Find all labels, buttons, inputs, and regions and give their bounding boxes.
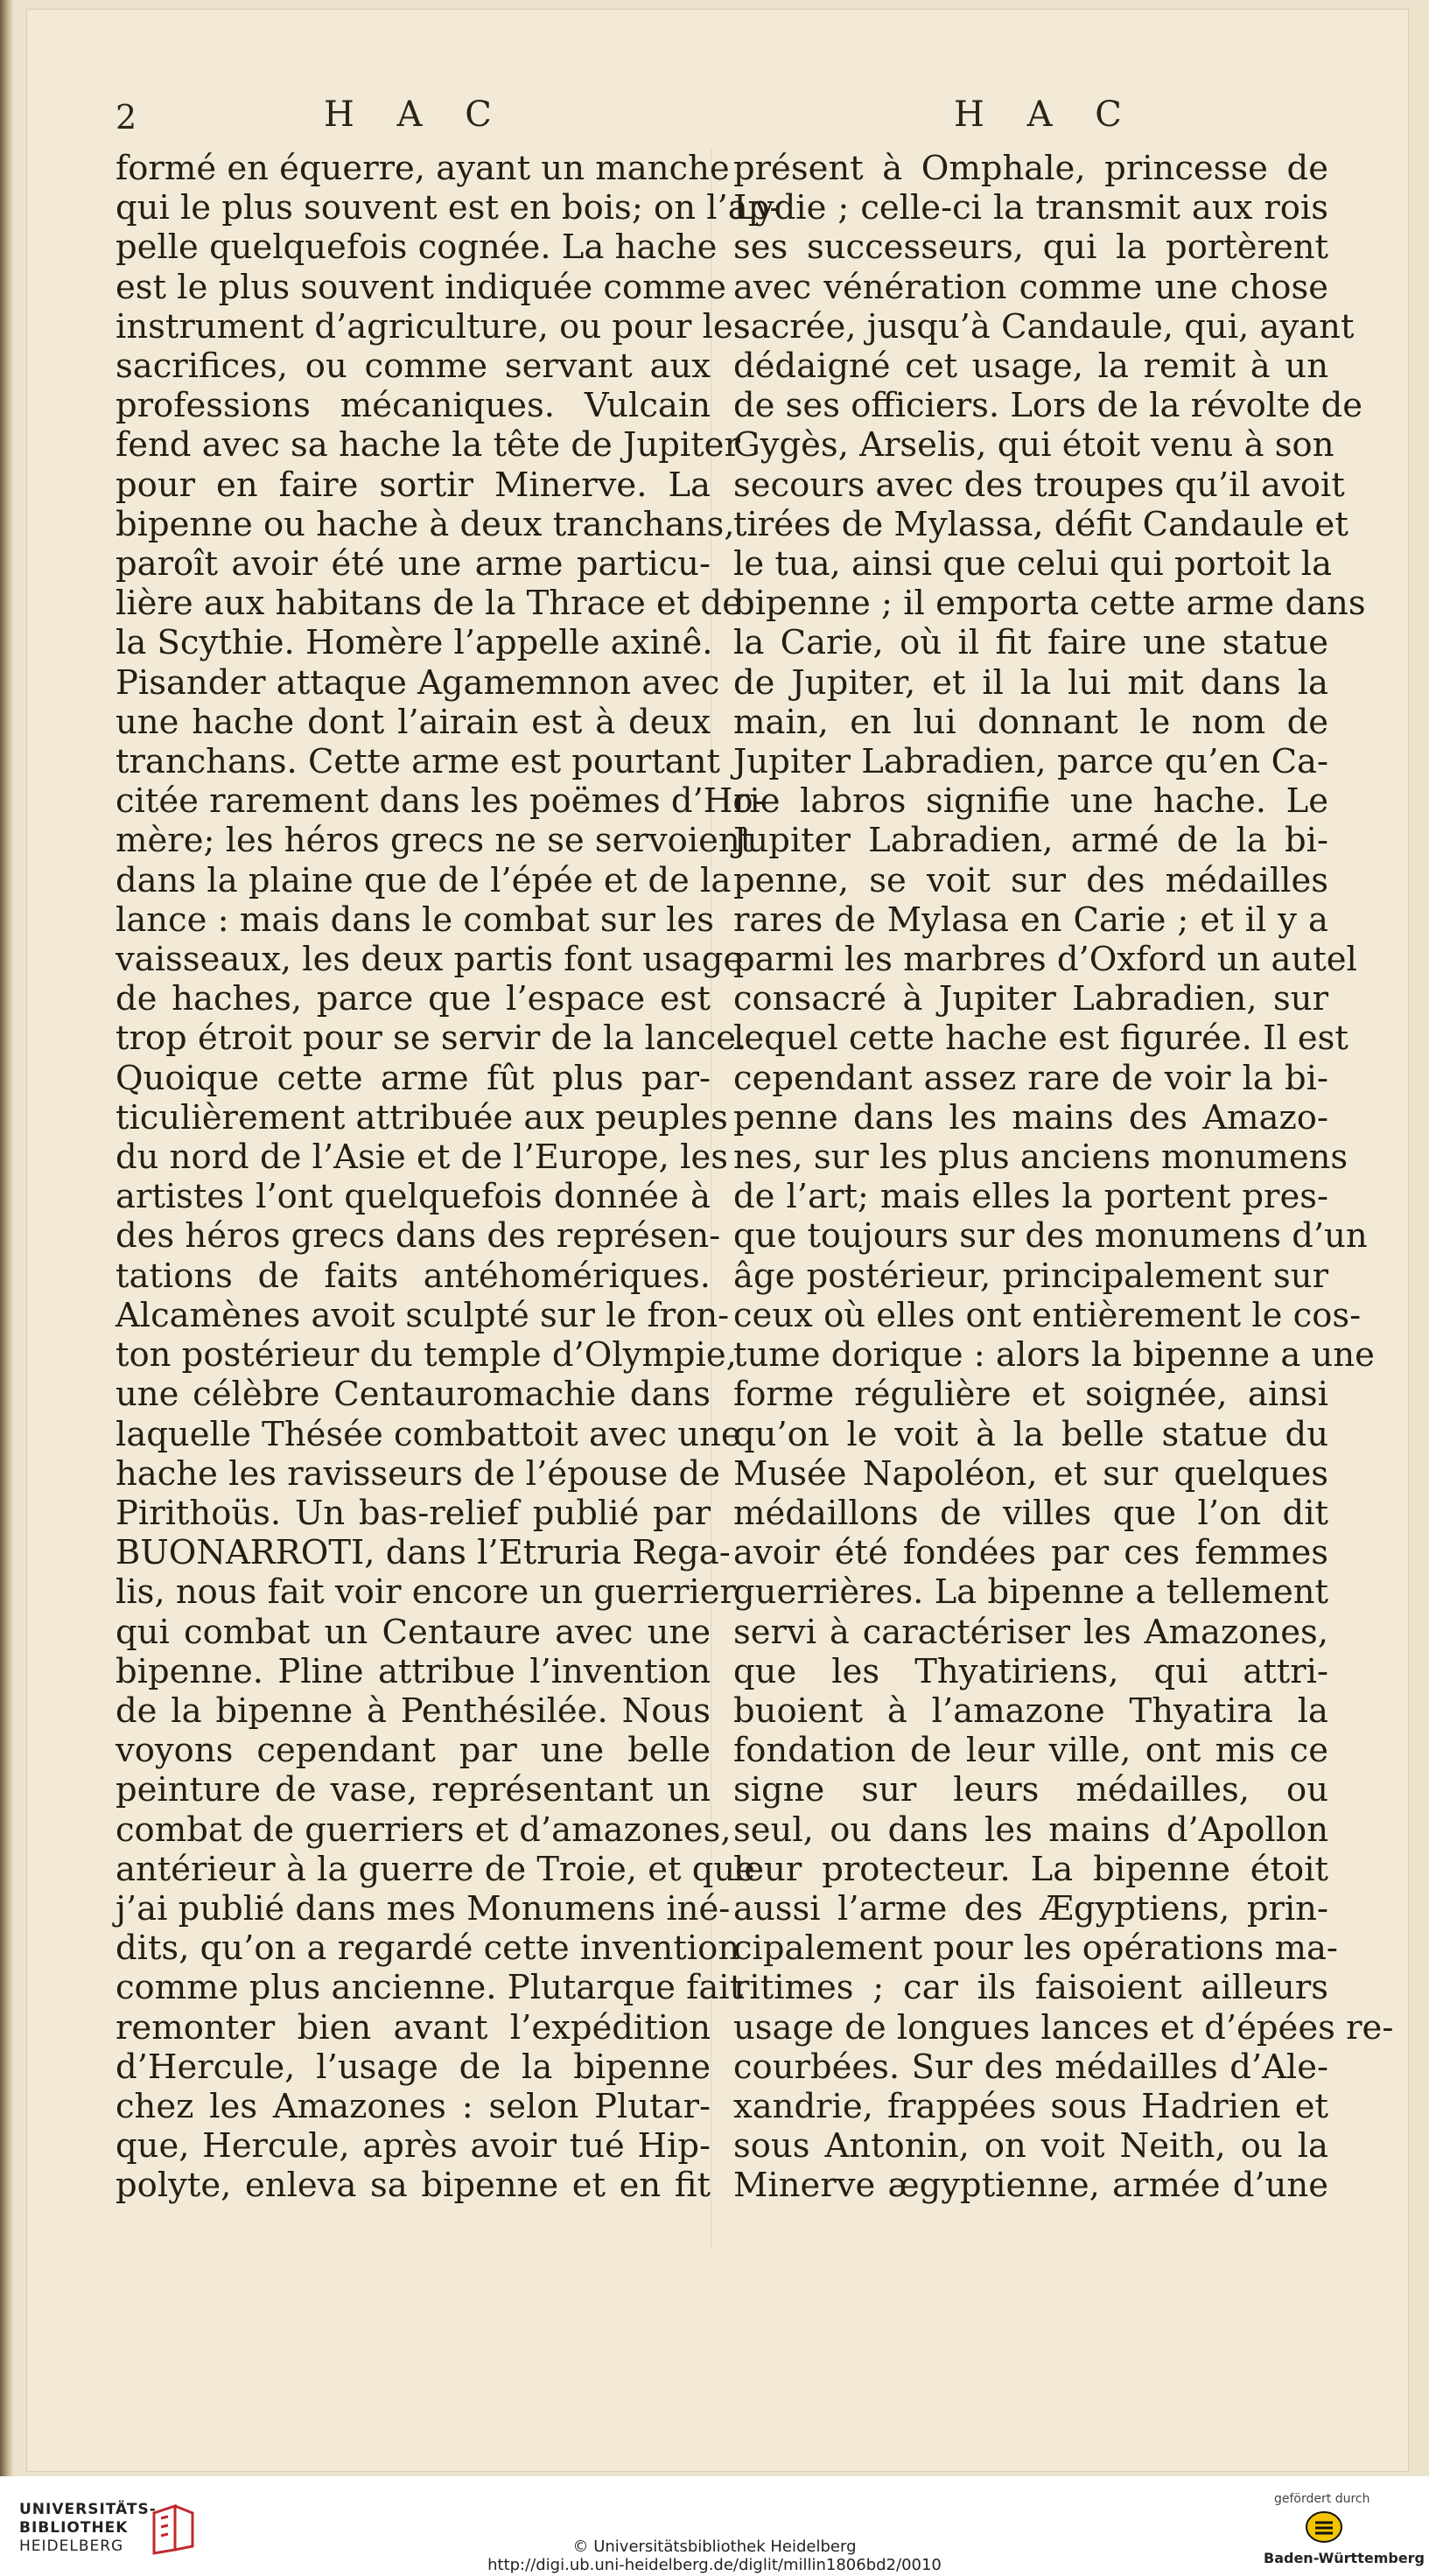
right-text-column xyxy=(733,149,1394,2266)
text-line: cipalement pour les opérations ma- xyxy=(733,1928,1338,1969)
text-line: la Carie, où il fit faire une statue xyxy=(733,623,1328,663)
text-line: de haches, parce que l’espace est xyxy=(116,979,711,1019)
text-line: xandrie, frappées sous Hadrien et xyxy=(733,2086,1328,2126)
funded-by-label: gefördert durch xyxy=(1274,2492,1370,2506)
text-line: aussi l’arme des Ægyptiens, prin- xyxy=(733,1888,1328,1928)
text-line: professions mécaniques. Vulcain xyxy=(116,386,711,426)
page-number: 2 xyxy=(116,98,137,136)
right-running-head: H A C xyxy=(954,94,1138,135)
text-line: du nord de l’Asie et de l’Europe, les xyxy=(116,1138,729,1178)
text-line: servi à caractériser les Amazones, xyxy=(733,1612,1328,1652)
text-line: dédaigné cet usage, la remit à un xyxy=(733,346,1328,387)
text-line: de l’art; mais elles la portent pres- xyxy=(733,1177,1328,1217)
text-line: Quoique cette arme fût plus par- xyxy=(116,1058,711,1098)
text-line: présent à Omphale, princesse de xyxy=(733,149,1328,188)
text-line: d’Hercule, l’usage de la bipenne xyxy=(116,2047,711,2087)
text-line: Jupiter Labradien, parce qu’en Ca- xyxy=(733,742,1328,782)
text-line: combat de guerriers et d’amazones, xyxy=(116,1810,732,1850)
text-line: penne, se voit sur des médailles xyxy=(733,860,1328,900)
text-line: le tua, ainsi que celui qui portoit la xyxy=(733,544,1333,584)
text-line: de la bipenne à Penthésilée. Nous xyxy=(116,1690,711,1731)
text-line: de Jupiter, et il la lui mit dans la xyxy=(733,662,1328,703)
text-line: usage de longues lances et d’épées re- xyxy=(733,2007,1394,2048)
text-line: pour en faire sortir Minerve. La xyxy=(116,465,711,505)
text-line: dits, qu’on a regardé cette invention xyxy=(116,1928,740,1969)
text-line: secours avec des troupes qu’il avoit xyxy=(733,465,1345,505)
text-line: fend avec sa hache la tête de Jupiter xyxy=(116,425,740,466)
text-line: lance : mais dans le combat sur les xyxy=(116,900,714,940)
copyright-block xyxy=(0,2538,1429,2574)
text-line: Gygès, Arselis, qui étoit venu à son xyxy=(733,425,1334,466)
text-line: Musée Napoléon, et sur quelques xyxy=(733,1453,1328,1494)
text-line: ritimes ; car ils faisoient ailleurs xyxy=(733,1968,1328,2008)
text-line: BUONARROTI, dans l’Etruria Rega- xyxy=(116,1533,731,1573)
text-line: paroît avoir été une arme particu- xyxy=(116,544,711,584)
text-line: de ses officiers. Lors de la révolte de xyxy=(733,386,1363,426)
text-line: Minerve ægyptienne, armée d’une xyxy=(733,2166,1328,2206)
text-line: polyte, enleva sa bipenne et en fit xyxy=(116,2166,711,2206)
text-line: ticulièrement attribuée aux peuples xyxy=(116,1097,728,1138)
text-line: trop étroit pour se servir de la lance. xyxy=(116,1018,747,1059)
text-line: lequel cette hache est figurée. Il est xyxy=(733,1018,1348,1059)
text-line: une célèbre Centauromachie dans xyxy=(116,1375,711,1415)
text-line: bipenne. Pline attribue l’invention xyxy=(116,1651,711,1691)
text-line: leur protecteur. La bipenne étoit xyxy=(733,1849,1328,1889)
text-line: vaisseaux, les deux partis font usage xyxy=(116,940,744,980)
text-line: comme plus ancienne. Plutarque fait xyxy=(116,1968,744,2008)
text-line: j’ai publié dans mes Monumens iné- xyxy=(116,1888,731,1928)
text-line: fondation de leur ville, ont mis ce xyxy=(733,1731,1328,1771)
text-line: Pisander attaque Agamemnon avec xyxy=(116,662,720,703)
text-line: est le plus souvent indiquée comme xyxy=(116,267,726,307)
text-line: lière aux habitans de la Thrace et de xyxy=(116,584,742,624)
text-line: que toujours sur des monumens d’un xyxy=(733,1216,1368,1256)
text-line: Jupiter Labradien, armé de la bi- xyxy=(733,821,1328,861)
text-line: tranchans. Cette arme est pourtant xyxy=(116,742,721,782)
left-running-head: H A C xyxy=(324,94,508,135)
text-line: tume dorique : alors la bipenne a une xyxy=(733,1335,1375,1376)
text-line: instrument d’agriculture, ou pour les xyxy=(116,306,751,346)
text-line: rie labros signifie une hache. Le xyxy=(733,781,1328,822)
text-line: hache les ravisseurs de l’épouse de xyxy=(116,1453,720,1494)
text-line: que, Hercule, après avoir tué Hip- xyxy=(116,2126,711,2166)
text-line: artistes l’ont quelquefois donnée à xyxy=(116,1177,711,1217)
text-line: guerrières. La bipenne a tellement xyxy=(733,1572,1328,1613)
copyright-text: © Universitätsbibliothek Heidelberg xyxy=(572,2538,857,2556)
text-line: avoir été fondées par ces femmes xyxy=(733,1533,1328,1573)
text-line: antérieur à la guerre de Troie, et que xyxy=(116,1849,755,1889)
funder-name: Baden-Württemberg xyxy=(1264,2550,1425,2566)
source-url[interactable]: http://digi.ub.uni-heidelberg.de/diglit/millin1806bd2/0010 xyxy=(487,2556,942,2574)
text-line: main, en lui donnant le nom de xyxy=(733,702,1328,742)
text-line: tirées de Mylassa, défit Candaule et xyxy=(733,504,1348,544)
text-line: consacré à Jupiter Labradien, sur xyxy=(733,979,1328,1019)
text-line: remonter bien avant l’expédition xyxy=(116,2007,711,2048)
text-line: qui combat un Centaure avec une xyxy=(116,1612,711,1652)
footer-bar xyxy=(0,2476,1429,2576)
text-line: courbées. Sur des médailles d’Ale- xyxy=(733,2047,1328,2087)
text-line: bipenne ou hache à deux tranchans, xyxy=(116,504,735,544)
text-line: laquelle Thésée combattoit avec une xyxy=(116,1414,741,1454)
library-name-line3: HEIDELBERG xyxy=(19,2538,124,2555)
text-line: formé en équerre, ayant un manche xyxy=(116,149,730,188)
text-line: sacrée, jusqu’à Candaule, qui, ayant xyxy=(733,306,1355,346)
text-line: qu’on le voit à la belle statue du xyxy=(733,1414,1328,1454)
text-line: chez les Amazones : selon Plutar- xyxy=(116,2086,711,2126)
text-line: Lydie ; celle-ci la transmit aux rois xyxy=(733,188,1328,228)
text-line: Pirithoüs. Un bas-relief publié par xyxy=(116,1493,711,1533)
text-line: penne dans les mains des Amazo- xyxy=(733,1097,1328,1138)
text-line: médaillons de villes que l’on dit xyxy=(733,1493,1328,1533)
text-line: dans la plaine que de l’épée et de la xyxy=(116,860,732,900)
text-line: Alcamènes avoit sculpté sur le fron- xyxy=(116,1295,730,1335)
text-line: voyons cependant par une belle xyxy=(116,1731,711,1771)
text-line: citée rarement dans les poëmes d’Ho- xyxy=(116,781,765,822)
binding-shadow xyxy=(0,0,14,2476)
text-line: tations de faits antéhomériques. xyxy=(116,1256,711,1296)
text-line: peinture de vase, représentant un xyxy=(116,1770,711,1810)
text-line: avec vénération comme une chose xyxy=(733,267,1328,307)
text-line: ceux où elles ont entièrement le cos- xyxy=(733,1295,1362,1335)
text-line: rares de Mylasa en Carie ; et il y a xyxy=(733,900,1328,940)
text-line: sacrifices, ou comme servant aux xyxy=(116,346,711,387)
text-line: mère; les héros grecs ne se servoient xyxy=(116,821,754,861)
text-line: une hache dont l’airain est à deux xyxy=(116,702,711,742)
left-text-column xyxy=(116,149,781,2266)
text-line: lis, nous fait voir encore un guerrier xyxy=(116,1572,736,1613)
text-line: forme régulière et soignée, ainsi xyxy=(733,1375,1328,1415)
text-line: pelle quelquefois cognée. La hache xyxy=(116,228,718,268)
text-line: buoient à l’amazone Thyatira la xyxy=(733,1690,1328,1731)
text-line: signe sur leurs médailles, ou xyxy=(733,1770,1328,1810)
baden-wuerttemberg-crest-icon xyxy=(1304,2510,1344,2544)
text-line: âge postérieur, principalement sur xyxy=(733,1256,1328,1296)
library-name-line2: BIBLIOTHEK xyxy=(19,2519,129,2537)
text-line: qui le plus souvent est en bois; on l’ap- xyxy=(116,188,781,228)
text-line: cependant assez rare de voir la bi- xyxy=(733,1058,1328,1098)
text-line: des héros grecs dans des représen- xyxy=(116,1216,721,1256)
text-line: nes, sur les plus anciens monumens xyxy=(733,1138,1348,1178)
text-line: la Scythie. Homère l’appelle axinê. xyxy=(116,623,713,663)
text-line: bipenne ; il emporta cette arme dans xyxy=(733,584,1366,624)
text-line: parmi les marbres d’Oxford un autel xyxy=(733,940,1357,980)
library-name-line1: UNIVERSITÄTS- xyxy=(19,2501,157,2518)
text-line: que les Thyatiriens, qui attri- xyxy=(733,1651,1328,1691)
text-line: seul, ou dans les mains d’Apollon xyxy=(733,1810,1328,1850)
text-line: ses successeurs, qui la portèrent xyxy=(733,228,1328,268)
text-line: ton postérieur du temple d’Olympie, xyxy=(116,1335,737,1376)
text-line: sous Antonin, on voit Neith, ou la xyxy=(733,2126,1328,2166)
